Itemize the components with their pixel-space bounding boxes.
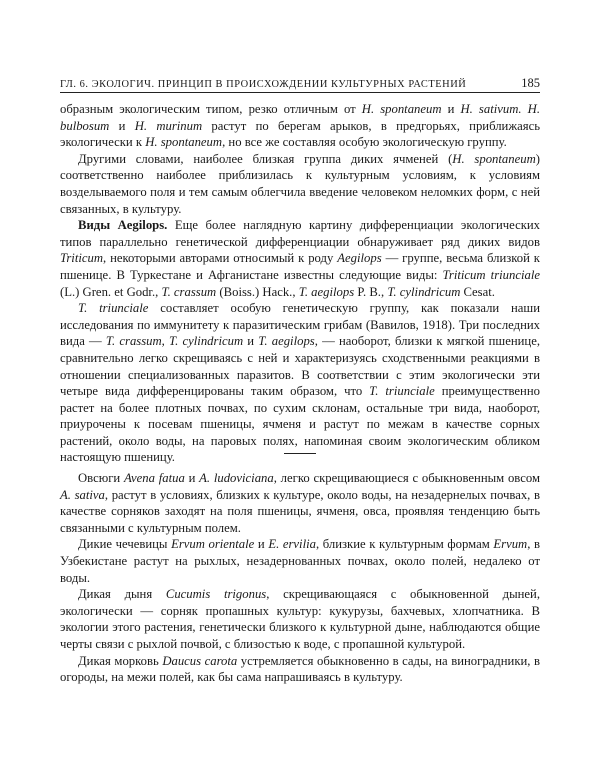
text-run: Еще более наглядную картину дифференциации экологических типов параллельно генетической дифференциации обнаруживает ряд диких видов [60,218,540,249]
paragraph-aegilops [60,217,540,300]
taxon-name: T. crassum, T. cylindricum [105,334,244,349]
text-run: Cesat. [460,284,495,299]
text-run: (L.) Gren. et Godr., [60,284,162,299]
text-run: составляет особую генетическую группу, как показали наши исследования по иммунитету к паразитическим грибам (Вавилов, 1918). Три последних вида — [60,301,540,349]
text-run: — группе, весьма близкой к пшенице. В Туркестане и Афганистане известны следующие виды: [60,251,540,282]
section-separator [284,453,316,454]
text-run: , растут в условиях, близких к культуре, около воды, на незадернелых почвах, в качестве сорняков заходят на поля пшеницы, ячменя, овса, проявляя тенденцию быть связанными с культурным полем. [60,487,540,535]
paragraph-triunciale [60,300,540,466]
paragraph-wild-barley [60,151,540,217]
paragraph-wild-lentils [60,536,540,586]
text-run: растут по берегам арыков, в предгорьях, приближаясь экологически к [60,118,540,150]
text-run: Дикие чечевицы [78,537,172,552]
taxon-name: Avena fatua [123,471,185,485]
running-head [60,76,540,91]
taxon-name: T. triunciale [369,384,435,399]
text-run: и [441,102,461,116]
text-run: Дикая морковь [78,653,163,668]
taxon-name: H. spontaneum [452,151,536,166]
taxon-name: T. aegilops [258,334,315,349]
text-run: , легко скрещивающиеся с обыкновенным овсом [273,471,540,485]
paragraph-wild-carrot [60,653,540,686]
text-run: и [254,537,269,552]
page-number: 185 [521,76,540,90]
text-run: Овсюги [78,471,124,485]
taxon-name: Daucus carota [162,653,238,668]
taxon-name: Cucumis trigonus [165,587,267,602]
taxon-name: A. ludoviciana [199,471,274,485]
text-run: образным экологическим типом, резко отличным от [60,102,362,116]
taxon-name: H. murinum [134,118,203,133]
taxon-name: H. spontaneum [145,135,223,150]
taxon-name: H. sativum. H. bulbosum [60,102,540,133]
taxon-name: T. crassum [161,284,217,299]
paragraph-wild-melon [60,586,540,652]
text-run: и [184,471,200,485]
taxon-name: E. ervilia [268,537,316,552]
taxon-name: Triticum [60,251,104,266]
text-run: , — наоборот, близки к мягкой пшенице, сравнительно легко скрещиваясь с ней и характеризуясь сходственными реакциями в отношении специализованных паразитов. В соответствии с этим экологически эти четыре вида дифференцированы таким образом, что [60,334,540,399]
text-run: , близкие к культурным формам [315,537,494,552]
taxon-name: T. aegilops [298,284,355,299]
text-run: , в Узбекистане растут на рыхлых, незадернованных почвах, около полей, недалеко от воды. [60,537,540,585]
taxon-name: T. triunciale [78,301,149,316]
text-run: устремляется обыкновенно в сады, на виноградники, в огороды, на межи полей, как бы сама напрашиваясь в культуру. [60,653,540,685]
text-run: и [109,118,135,133]
text-run: , но все же составляя особую экологическую группу. [222,135,507,150]
text-run: ) соответственно наиболее приблизилась к культурным условиям, к условиям возделываемого поля и тем самым облегчила введение человеком неломких форм, с ней связанных, в культуру. [60,151,540,216]
taxon-name: Ervum orientale [171,537,255,552]
paragraph-wild-oats [60,470,540,536]
text-block-bottom [60,470,540,686]
taxon-name: T. cylindricum [387,284,461,299]
text-run: Дикая дыня [78,587,166,602]
taxon-name: A. sativa [60,487,105,502]
text-run: Другими словами, наиболее близкая группа диких ячменей ( [78,151,453,166]
taxon-name: Aegilops [337,251,382,266]
paragraph-hordeum-continuation [60,101,540,151]
taxon-name: Triticum triunciale [442,267,540,282]
running-title: ГЛ. 6. ЭКОЛОГИЧ. ПРИНЦИП В ПРОИСХОЖДЕНИИ КУЛЬТУРНЫХ РАСТЕНИЙ [60,79,467,90]
taxon-name: H. spontaneum [361,102,442,116]
text-block-top [60,101,540,466]
text-run: , некоторыми авторами относимый к роду [103,251,338,266]
section-run-in-heading: Виды Aegilops. [78,218,168,233]
text-run: (Boiss.) Hack., [216,284,299,299]
text-run: , скрещивающаяся с обыкновенной дыней, экологически — сорняк пропашных культур: кукурузы, бахчевых, хлопчатника. В экологии этого растения, генетически близкого к культурной дыне, наблюдаются общие черты связи с рыхлой почвой, с близостью к воде, с пропашной культурой. [60,587,540,651]
text-run: и [243,334,259,349]
text-run: преимущественно растет на более плотных почвах, по сухим склонам, остальные три вида, наоборот, приурочены к посевам пшеницы, ячменя и растут по межам в качестве сорных растений, около воды, на паровых полях, напоминая своим экологическим обликом настоящую пшеницу. [60,384,540,465]
text-run: P. B., [354,284,388,299]
taxon-name: Ervum [493,537,528,552]
header-rule [60,92,540,93]
